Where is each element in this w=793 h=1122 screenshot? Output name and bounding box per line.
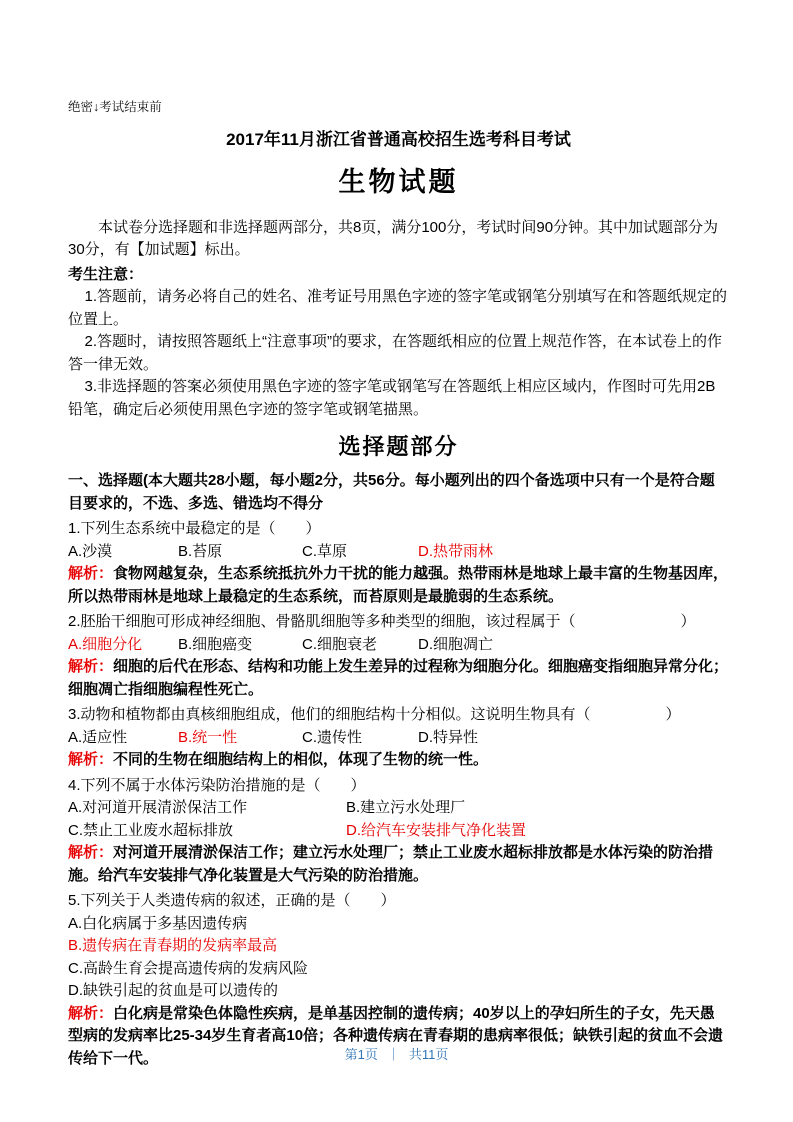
question-4-analysis-text: 对河道开展清淤保洁工作；建立污水处理厂；禁止工业废水超标排放都是水体污染的防治措施。给汽车安装排气净化装置是大气污染的防治措施。 <box>68 844 714 884</box>
question-2-option-a: A.细胞分化 <box>68 635 143 653</box>
question-2-option-d: D.细胞凋亡 <box>418 635 494 653</box>
question-2-option-b: B.细胞癌变 <box>178 635 253 653</box>
question-5-option-c: C.高龄生育会提高遗传病的发病风险 <box>68 959 309 977</box>
notice-item-3: 3.非选择题的答案必须使用黑色字迹的签字笔或钢笔写在答题纸上相应区域内，作图时可先用2B铅笔，确定后必须使用黑色字迹的签字笔或钢笔描黑。 <box>68 378 716 418</box>
question-1-analysis <box>68 563 729 608</box>
question-3-option-b: B.统一性 <box>178 728 238 746</box>
question-4-option-a: A.对河道开展清淤保洁工作 <box>68 799 248 817</box>
question-5-options <box>68 913 729 1003</box>
question-5-stem: 5.下列关于人类遗传病的叙述，正确的是（ ） <box>68 892 396 910</box>
notice-title: 考生注意： <box>68 265 144 283</box>
notice-item-1: 1.答题前，请务必将自己的姓名、准考证号用黑色字迹的签字笔或钢笔分别填写在和答题纸规定的位置上。 <box>68 288 728 328</box>
question-3-options <box>68 727 729 750</box>
question-4-option-c: C.禁止工业废水超标排放 <box>68 821 234 839</box>
section-title: 选择题部分 <box>338 434 459 460</box>
question-2-option-c: C.细胞衰老 <box>302 635 378 653</box>
section-intro: 一、选择题(本大题共28小题，每小题2分，共56分。每小题列出的四个备选项中只有一个是符合题目要求的，不选、多选、错选均不得分 <box>68 472 715 512</box>
question-5-analysis-text: 白化病是常染色体隐性疾病，是单基因控制的遗传病；40岁以上的孕妇所生的子女，先天愚型病的发病率比25-34岁生育者高10倍；各种遗传病在青春期的患病率很低；缺铁引起的贫血不会遗传给下一代。 <box>68 1004 724 1067</box>
question-1-stem: 1.下列生态系统中最稳定的是（ ） <box>68 520 321 538</box>
question-3-analysis-text: 不同的生物在细胞结构上的相似，体现了生物的统一性。 <box>113 751 489 769</box>
question-2-analysis-text: 细胞的后代在形态、结构和功能上发生差异的过程称为细胞分化。细胞癌变指细胞异常分化；细胞凋亡指细胞编程性死亡。 <box>68 658 729 698</box>
question-1-option-d: D.热带雨林 <box>418 542 494 560</box>
analysis-label: 解析： <box>68 1004 114 1022</box>
question-5-option-b: B.遗传病在青春期的发病率最高 <box>68 937 278 955</box>
question-1-analysis-text: 食物网越复杂，生态系统抵抗外力干扰的能力越强。热带雨林是地球上最丰富的生物基因库，所以热带雨林是地球上最稳定的生态系统，而苔原则是最脆弱的生态系统。 <box>68 565 729 605</box>
question-4-analysis <box>68 842 729 887</box>
question-1-option-b: B.苔原 <box>178 542 223 560</box>
question-1-option-c: C.草原 <box>302 542 348 560</box>
question-2-analysis <box>68 656 729 701</box>
footer-separator: ｜ <box>386 1046 400 1062</box>
question-3-stem: 3.动物和植物都由真核细胞组成，他们的细胞结构十分相似。这说明生物具有（ ） <box>68 706 681 724</box>
question-2-stem: 2.胚胎干细胞可形成神经细胞、骨骼肌细胞等多种类型的细胞，该过程属于（ ） <box>68 613 696 631</box>
question-5-option-a: A.白化病属于多基因遗传病 <box>68 914 248 932</box>
page-footer <box>0 1045 793 1065</box>
notice-item-2: 2.答题时，请按照答题纸上“注意事项”的要求，在答题纸相应的位置上规范作答，在本试卷上的作答一律无效。 <box>68 333 723 373</box>
question-3 <box>68 704 729 772</box>
page-total: 共11页 <box>408 1046 449 1062</box>
analysis-label: 解析： <box>68 565 114 583</box>
question-2 <box>68 611 729 701</box>
question-1-options <box>68 541 729 564</box>
question-5 <box>68 890 729 1070</box>
question-5-option-d: D.缺铁引起的贫血是可以遗传的 <box>68 982 279 1000</box>
analysis-label: 解析： <box>68 658 114 676</box>
question-1-option-a: A.沙漠 <box>68 542 113 560</box>
subject-title: 生物试题 <box>338 167 459 198</box>
page-number: 第1页 <box>344 1046 378 1062</box>
analysis-label: 解析： <box>68 844 114 862</box>
question-4 <box>68 775 729 888</box>
exam-header-title: 2017年11月浙江省普通高校招生选考科目考试 <box>226 129 571 149</box>
question-3-option-a: A.适应性 <box>68 728 128 746</box>
question-3-option-d: D.特异性 <box>418 728 479 746</box>
question-3-option-c: C.遗传性 <box>302 728 363 746</box>
classification-mark: 绝密↓考试结束前 <box>68 100 162 114</box>
question-2-options <box>68 634 729 657</box>
question-4-stem: 4.下列不属于水体污染防治措施的是（ ） <box>68 776 366 794</box>
exam-intro: 本试卷分选择题和非选择题两部分，共8页，满分100分，考试时间90分钟。其中加试题部分为30分，有【加试题】标出。 <box>68 218 719 259</box>
question-4-options <box>68 797 729 842</box>
question-4-option-d: D.给汽车安装排气净化装置 <box>346 821 527 839</box>
analysis-label: 解析： <box>68 751 114 769</box>
question-4-option-b: B.建立污水处理厂 <box>346 799 466 817</box>
question-1 <box>68 518 729 608</box>
question-3-analysis <box>68 749 729 772</box>
